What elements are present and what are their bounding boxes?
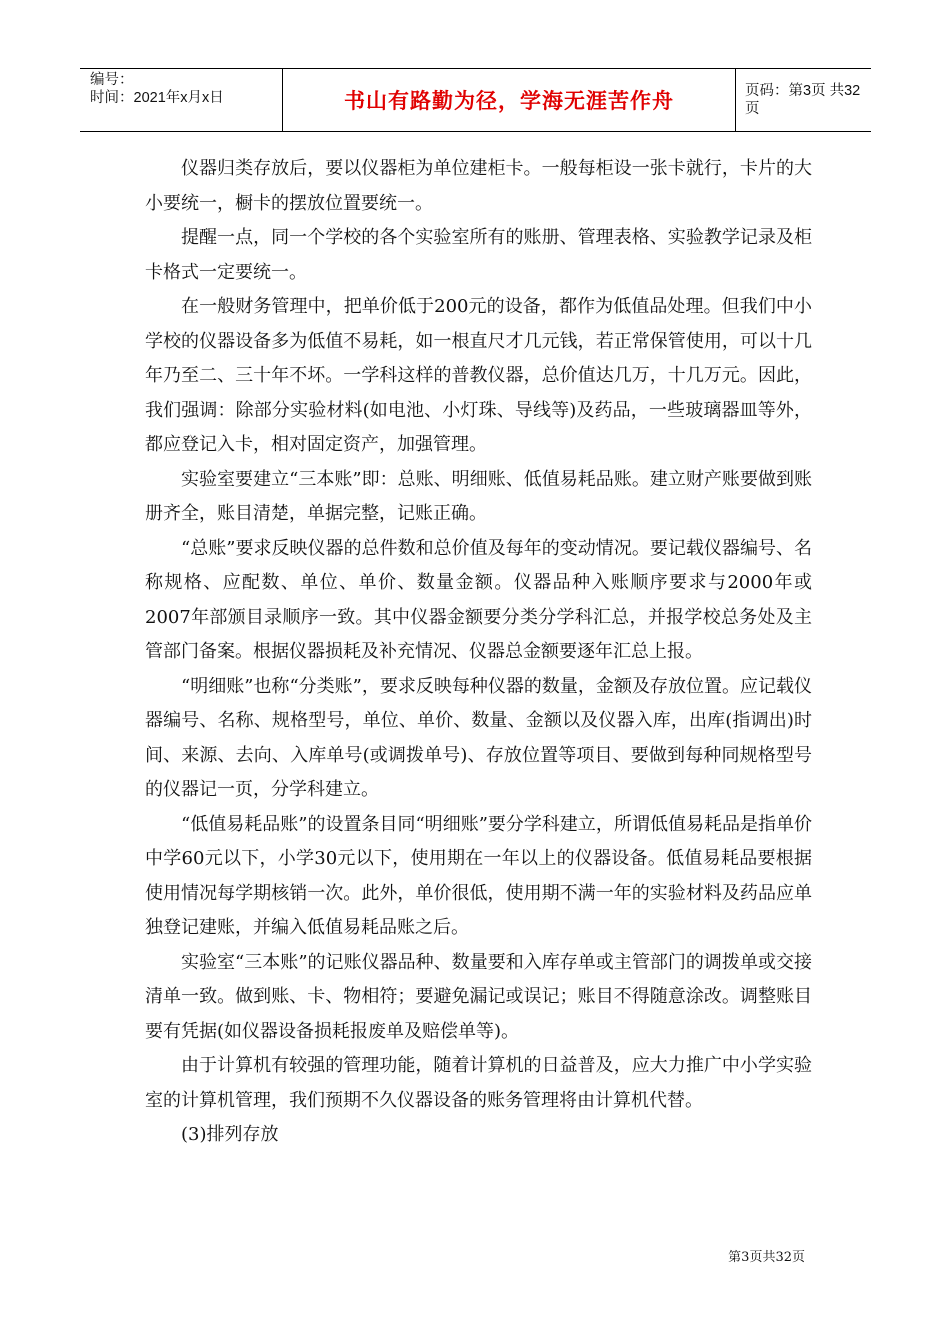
paragraph: “总账”要求反映仪器的总件数和总价值及每年的变动情况。要记载仪器编号、名称规格、应配数、单位、单价、数量金额。仪器品种入账顺序要求与2000年或2007年部颁目录顺序一致。其中仪器金额要分类分学科汇总，并报学校总务处及主管部门备案。根据仪器损耗及补充情况、仪器总金额要逐年汇总上报。: [145, 537, 812, 662]
paragraph: 实验室要建立“三本账”即：总账、明细账、低值易耗品账。建立财产账要做到账册齐全，账目清楚，单据完整，记账正确。: [145, 468, 812, 524]
paragraph: 在一般财务管理中，把单价低于200元的设备，都作为低值品处理。但我们中小学校的仪器设备多为低值不易耗，如一根直尺才几元钱，若正常保管使用，可以十几年乃至二、三十年不坏。一学科这样的普教仪器，总价值达几万，十几万元。因此，我们强调：除部分实验材料(如电池、小灯珠、导线等)及药品，一些玻璃器皿等外，都应登记入卡，相对固定资产，加强管理。: [145, 296, 812, 455]
paragraph: “明细账”也称“分类账”，要求反映每种仪器的数量，金额及存放位置。应记载仪器编号、名称、规格型号，单位、单价、数量、金额以及仪器入库，出库(指调出)时间、来源、去向、入库单号(或调拨单号)、存放位置等项目、要做到每种同规格型号的仪器记一页，分学科建立。: [145, 675, 812, 800]
section-heading: (3)排列存放: [181, 1124, 279, 1145]
paragraph: 实验室“三本账”的记账仪器品种、数量要和入库存单或主管部门的调拨单或交接清单一致。做到账、卡、物相符；要避免漏记或误记；账目不得随意涂改。调整账目要有凭据(如仪器设备损耗报废单及赔偿单等)。: [145, 951, 812, 1042]
paragraph: 仪器归类存放后，要以仪器柜为单位建柜卡。一般每柜设一张卡就行，卡片的大小要统一，橱卡的摆放位置要统一。: [145, 158, 812, 214]
time-label: 时间：2021年x月x日: [90, 90, 224, 106]
paragraph: 由于计算机有较强的管理功能，随着计算机的日益普及，应大力推广中小学实验室的计算机管理，我们预期不久仪器设备的账务管理将由计算机代替。: [145, 1055, 812, 1111]
motto-text: 书山有路勤为径，学海无涯苦作舟: [344, 89, 674, 113]
page-header: [80, 68, 871, 132]
header-meta: [80, 69, 282, 131]
number-label: 编号：: [90, 72, 134, 88]
page-label: 页码：第3页 共32页: [745, 83, 861, 117]
document-body: [145, 152, 812, 1153]
header-motto-cell: [282, 69, 736, 131]
paragraph: 提醒一点，同一个学校的各个实验室所有的账册、管理表格、实验教学记录及柜卡格式一定要统一。: [145, 227, 812, 283]
page-footer: 第3页共32页: [728, 1250, 805, 1265]
header-page-cell: [735, 69, 871, 131]
paragraph: “低值易耗品账”的设置条目同“明细账”要分学科建立，所谓低值易耗品是指单价中学60元以下，小学30元以下，使用期在一年以上的仪器设备。低值易耗品要根据使用情况每学期核销一次。此外，单价很低，使用期不满一年的实验材料及药品应单独登记建账，并编入低值易耗品账之后。: [145, 813, 812, 938]
